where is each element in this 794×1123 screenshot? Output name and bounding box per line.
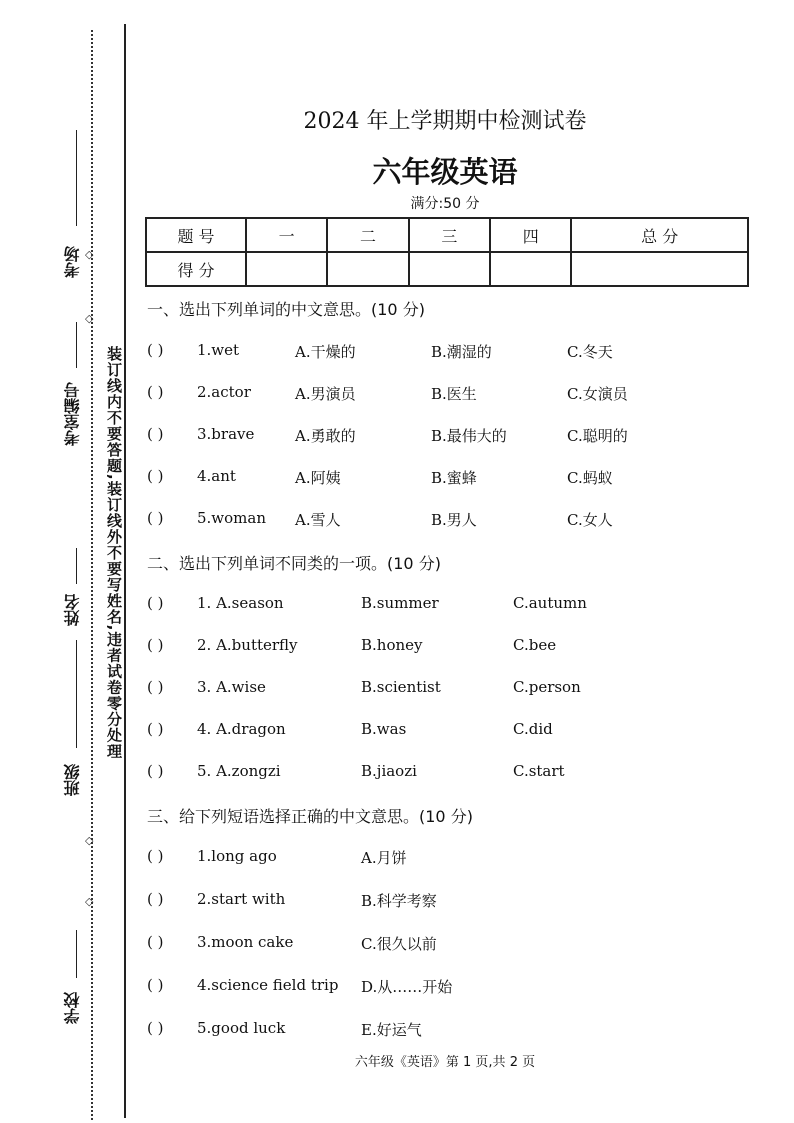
option-b: B.蜜蜂 (431, 469, 477, 487)
score-header-cell: 总 分 (571, 218, 748, 252)
option-choice: B.科学考察 (361, 892, 437, 910)
binding-warning: 装订线内不要答题,装订线外不要写姓名,违者试卷零分处理 (105, 346, 123, 760)
school-blank (76, 930, 77, 978)
question-row (147, 425, 747, 449)
question-row (147, 1019, 747, 1043)
page-footer: 六年级《英语》第 1 页,共 2 页 (354, 1055, 536, 1070)
score-header-cell: 二 (327, 218, 408, 252)
option-c: C.蚂蚁 (567, 469, 613, 487)
question-stem: 5.good luck (197, 1019, 286, 1037)
room-number-label: 考室编号 (63, 382, 82, 446)
question-row (147, 847, 747, 871)
score-blank-cell[interactable] (327, 252, 408, 286)
score-header-cell: 题 号 (146, 218, 246, 252)
school-label: 学校 (63, 992, 82, 1024)
score-row-label: 得 分 (146, 252, 246, 286)
subject-title: 六年级英语 (372, 155, 518, 189)
option-b: B.honey (361, 636, 423, 654)
option-choice: A.月饼 (361, 849, 407, 867)
question-stem: 2.actor (197, 383, 251, 401)
question-row (147, 636, 747, 660)
option-choice: E.好运气 (361, 1021, 422, 1039)
name-label: 姓名 (63, 594, 82, 626)
question-row (147, 594, 747, 618)
section-3-title: 三、给下列短语选择正确的中文意思。(10 分) (147, 807, 473, 826)
option-b: B.jiaozi (361, 762, 417, 780)
answer-blank[interactable]: ( ) (147, 678, 164, 696)
option-a: A.干燥的 (295, 343, 356, 361)
answer-blank[interactable]: ( ) (147, 509, 164, 527)
question-stem: 3. A.wise (197, 678, 266, 696)
answer-blank[interactable]: ( ) (147, 720, 164, 738)
name-blank (76, 548, 77, 584)
question-row (147, 341, 747, 365)
option-b: B.scientist (361, 678, 441, 696)
question-row (147, 933, 747, 957)
answer-blank[interactable]: ( ) (147, 636, 164, 654)
binding-dotted-line (91, 30, 93, 1120)
question-row (147, 678, 747, 702)
diamond-icon: ◇ (85, 248, 94, 261)
question-stem: 4.ant (197, 467, 236, 485)
exam-room-blank (76, 130, 77, 226)
question-row (147, 890, 747, 914)
answer-blank[interactable]: ( ) (147, 467, 164, 485)
option-b: B.summer (361, 594, 439, 612)
answer-blank[interactable]: ( ) (147, 1019, 164, 1037)
question-row (147, 383, 747, 407)
answer-blank[interactable]: ( ) (147, 762, 164, 780)
answer-blank[interactable]: ( ) (147, 425, 164, 443)
option-c: C.冬天 (567, 343, 613, 361)
question-stem: 3.moon cake (197, 933, 294, 951)
option-b: B.医生 (431, 385, 477, 403)
option-a: A.阿姨 (295, 469, 341, 487)
score-blank-cell[interactable] (571, 252, 748, 286)
option-c: C.bee (513, 636, 557, 654)
answer-blank[interactable]: ( ) (147, 933, 164, 951)
score-table (145, 217, 749, 287)
question-stem: 4. A.dragon (197, 720, 286, 738)
score-header-cell: 四 (490, 218, 571, 252)
answer-blank[interactable]: ( ) (147, 890, 164, 908)
room-number-blank (76, 322, 77, 368)
question-stem: 1.wet (197, 341, 240, 359)
option-b: B.男人 (431, 511, 477, 529)
option-c: C.did (513, 720, 553, 738)
option-choice: D.从……开始 (361, 978, 453, 996)
score-table-score-row (146, 252, 748, 286)
option-b: B.潮湿的 (431, 343, 492, 361)
class-blank (76, 640, 77, 748)
answer-blank[interactable]: ( ) (147, 847, 164, 865)
score-blank-cell[interactable] (490, 252, 571, 286)
score-header-cell: 一 (246, 218, 327, 252)
diamond-icon: ◇ (85, 312, 94, 325)
question-stem: 5.woman (197, 509, 267, 527)
option-c: C.女人 (567, 511, 613, 529)
answer-blank[interactable]: ( ) (147, 976, 164, 994)
section-1-title: 一、选出下列单词的中文意思。(10 分) (147, 300, 425, 319)
full-score: 满分:50 分 (410, 196, 480, 212)
answer-blank[interactable]: ( ) (147, 383, 164, 401)
diamond-icon: ◇ (85, 895, 94, 908)
question-row (147, 720, 747, 744)
question-stem: 2.start with (197, 890, 286, 908)
score-table-header-row (146, 218, 748, 252)
exam-room-label: 考场 (63, 246, 82, 278)
class-label: 班级 (63, 764, 82, 796)
question-stem: 1. A.season (197, 594, 284, 612)
option-c: C.person (513, 678, 581, 696)
option-c: C.女演员 (567, 385, 628, 403)
option-a: A.男演员 (295, 385, 356, 403)
question-stem: 4.science field trip (197, 976, 339, 994)
question-stem: 1.long ago (197, 847, 277, 865)
question-row (147, 976, 747, 1000)
answer-blank[interactable]: ( ) (147, 341, 164, 359)
question-row (147, 467, 747, 491)
diamond-icon: ◇ (85, 834, 94, 847)
question-stem: 5. A.zongzi (197, 762, 281, 780)
option-b: B.was (361, 720, 407, 738)
option-c: C.start (513, 762, 565, 780)
answer-blank[interactable]: ( ) (147, 594, 164, 612)
option-b: B.最伟大的 (431, 427, 507, 445)
option-c: C.autumn (513, 594, 587, 612)
question-row (147, 762, 747, 786)
option-a: A.勇敢的 (295, 427, 356, 445)
option-a: A.雪人 (295, 511, 341, 529)
option-c: C.聪明的 (567, 427, 628, 445)
option-choice: C.很久以前 (361, 935, 437, 953)
score-blank-cell[interactable] (246, 252, 327, 286)
binding-solid-line (124, 24, 126, 1118)
question-stem: 3.brave (197, 425, 255, 443)
score-blank-cell[interactable] (409, 252, 490, 286)
section-2-title: 二、选出下列单词不同类的一项。(10 分) (147, 554, 441, 573)
exam-title: 2024 年上学期期中检测试卷 (303, 109, 587, 134)
score-header-cell: 三 (409, 218, 490, 252)
question-stem: 2. A.butterfly (197, 636, 298, 654)
question-row (147, 509, 747, 533)
